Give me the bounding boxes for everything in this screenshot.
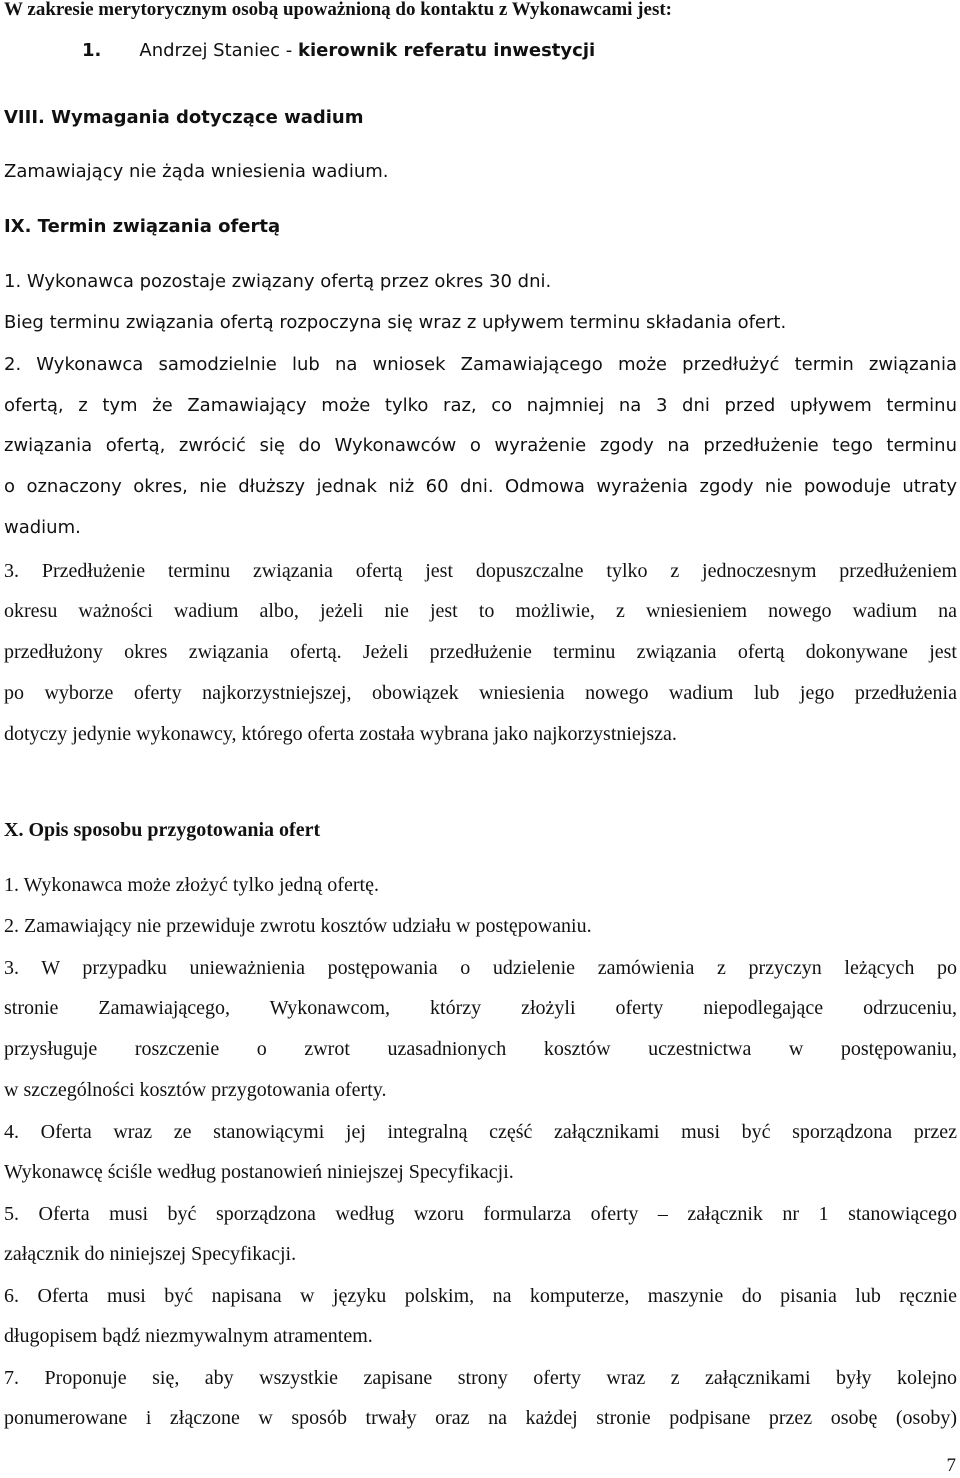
section-x-p7-line2: ponumerowane i złączone w sposób trwały oraz na każdej stronie podpisane przez osobę (osoby) (4, 1407, 957, 1429)
section-x-p3-last: w szczególności kosztów przygotowania oferty. (4, 1079, 387, 1101)
section-x-p3-line: 3. W przypadku unieważnienia postępowania o udzielenie zamówienia z przyczyn leżących po (4, 957, 957, 979)
section-ix-p3-line: 3. Przedłużenie terminu związania ofertą jest dopuszczalne tylko z jednoczesnym przedłużeniem (4, 560, 957, 582)
section-ix-p3-line: po wyborze oferty najkorzystniejszej, obowiązek wniesienia nowego wadium lub jego przedłużenia (4, 682, 957, 704)
section-x-p5-line1: 5. Oferta musi być sporządzona według wzoru formularza oferty – załącznik nr 1 stanowiącego (4, 1203, 957, 1225)
section-x-p6-line1: 6. Oferta musi być napisana w języku polskim, na komputerze, maszynie do pisania lub ręcznie (4, 1285, 957, 1307)
section-x-p4-last: Wykonawcę ściśle według postanowień niniejszej Specyfikacji. (4, 1161, 514, 1183)
section-ix-p2-line: związania ofertą, zwrócić się do Wykonawców o wyrażenie zgody na przedłużenie tego terminu (4, 435, 957, 456)
section-viii-text: Zamawiający nie żąda wniesienia wadium. (4, 161, 389, 182)
section-x-title: X. Opis sposobu przygotowania ofert (4, 819, 321, 841)
contact-intro: W zakresie merytorycznym osobą upoważnioną do kontaktu z Wykonawcami jest: (4, 0, 672, 20)
section-ix-p2-line: 2. Wykonawca samodzielnie lub na wniosek Zamawiającego może przedłużyć termin związania (4, 354, 957, 375)
contact-item-number: 1. (82, 40, 102, 61)
section-x-p6-last: długopisem bądź niezmywalnym atramentem. (4, 1325, 373, 1347)
section-x-p4-line1: 4. Oferta wraz ze stanowiącymi jej integralną część załącznikami musi być sporządzona przez (4, 1121, 957, 1143)
section-ix-p1-line1: 1. Wykonawca pozostaje związany ofertą przez okres 30 dni. (4, 271, 552, 292)
section-ix-p3-line: przedłużony okres związania ofertą. Jeżeli przedłużenie terminu związania ofertą dokonywane jest (4, 641, 957, 663)
section-x-p2: 2. Zamawiający nie przewiduje zwrotu kosztów udziału w postępowaniu. (4, 915, 592, 937)
section-ix-p2-line: ofertą, z tym że Zamawiający może tylko raz, co najmniej na 3 dni przed upływem terminu (4, 395, 957, 416)
section-ix-p3-line: okresu ważności wadium albo, jeżeli nie jest to możliwie, z wniesieniem nowego wadium na (4, 600, 957, 622)
section-x-p3-line: stronie Zamawiającego, Wykonawcom, którzy złożyli oferty niepodlegające odrzuceniu, (4, 997, 957, 1019)
section-ix-p1-line2: Bieg terminu związania ofertą rozpoczyna się wraz z upływem terminu składania ofert. (4, 312, 787, 333)
section-x-p7-line1: 7. Proponuje się, aby wszystkie zapisane strony oferty wraz z załącznikami były kolejno (4, 1367, 957, 1389)
contact-item-name: Andrzej Staniec - (139, 40, 298, 61)
contact-item-role: kierownik referatu inwestycji (298, 40, 596, 61)
section-ix-title: IX. Termin związania ofertą (4, 216, 281, 237)
section-x-p3-line: przysługuje roszczenie o zwrot uzasadnionych kosztów uczestnictwa w postępowaniu, (4, 1038, 957, 1060)
section-x-p5-last: załącznik do niniejszej Specyfikacji. (4, 1243, 297, 1265)
section-viii-title: VIII. Wymagania dotyczące wadium (4, 107, 364, 128)
section-ix-p2-last: wadium. (4, 517, 81, 538)
contact-item (82, 39, 595, 63)
page-number: 7 (946, 1455, 956, 1476)
section-ix-p3-last: dotyczy jedynie wykonawcy, którego oferta została wybrana jako najkorzystniejsza. (4, 723, 677, 745)
section-x-p1: 1. Wykonawca może złożyć tylko jedną ofertę. (4, 874, 379, 896)
section-ix-p2-line: o oznaczony okres, nie dłuższy jednak niż 60 dni. Odmowa wyrażenia zgody nie powoduje utraty (4, 476, 957, 497)
